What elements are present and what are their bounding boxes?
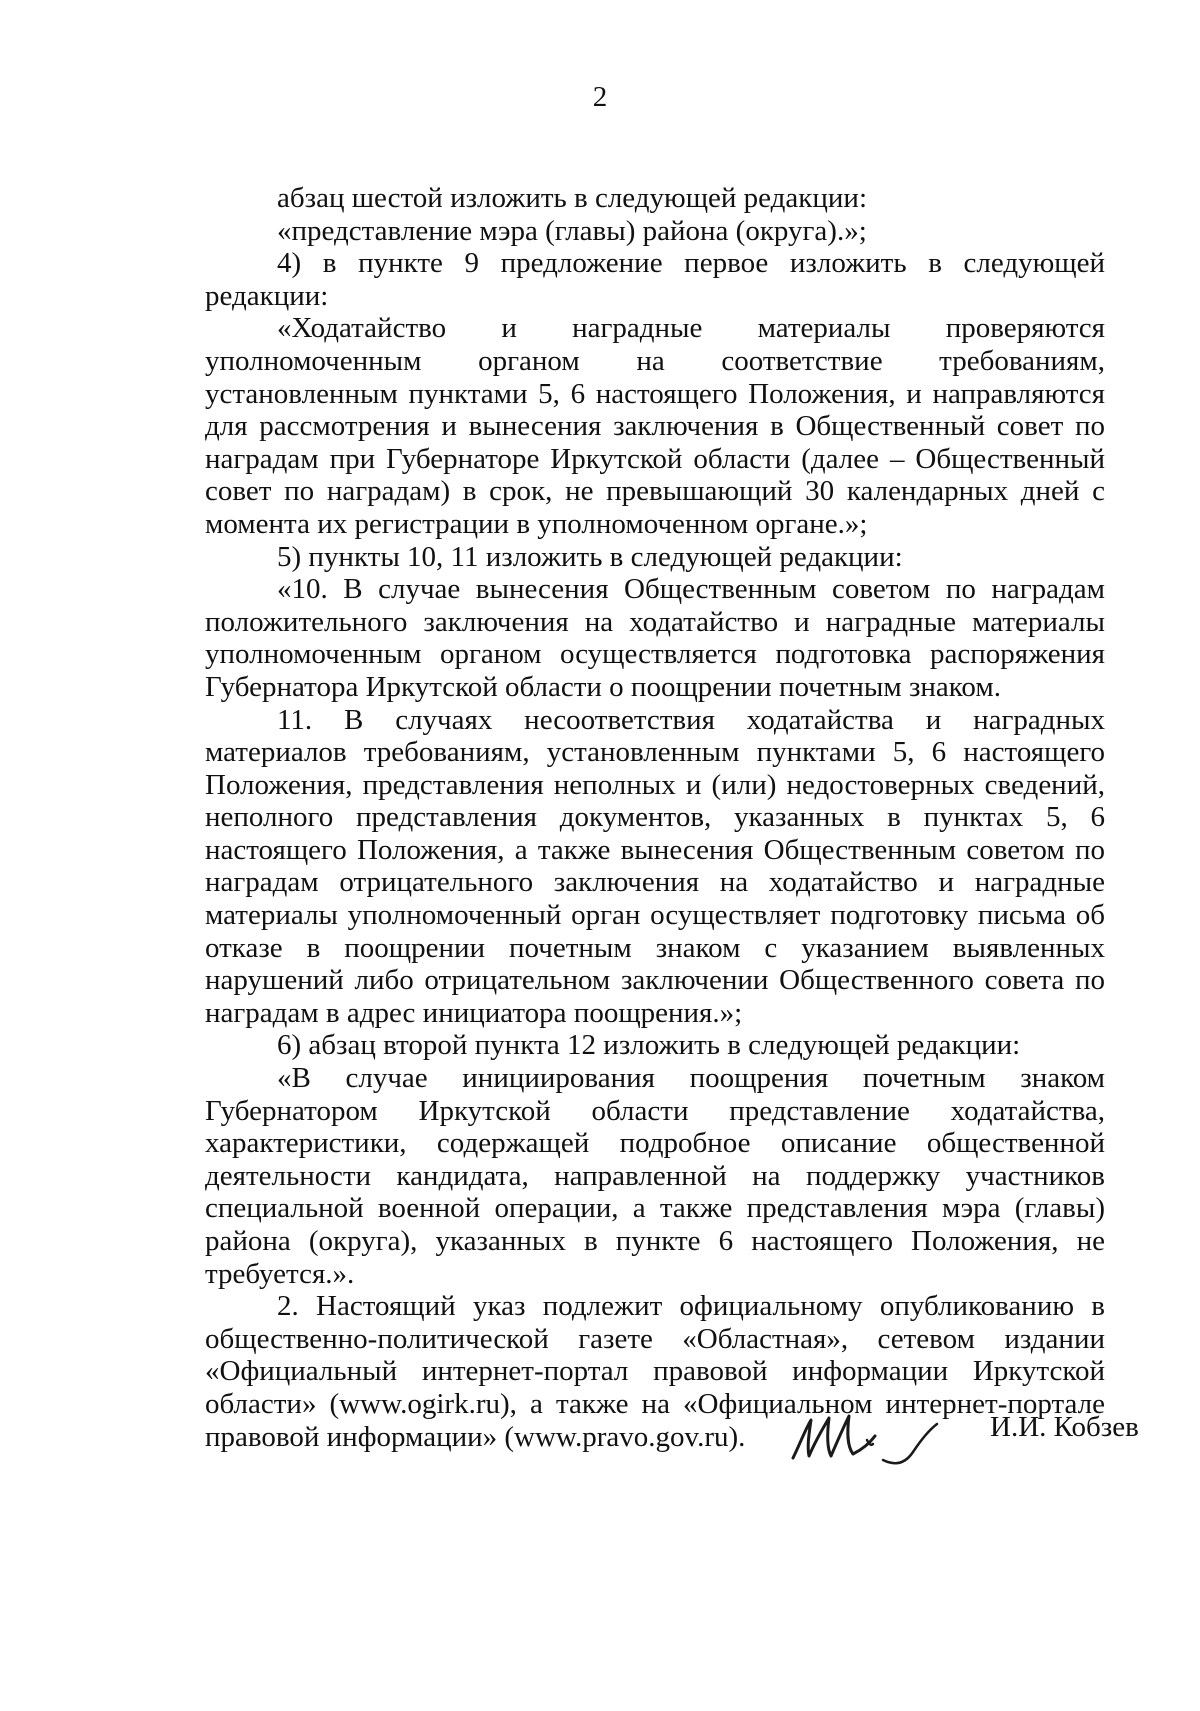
paragraph-2: «представление мэра (главы) района (округа).»; <box>277 214 867 247</box>
paragraph-1: абзац шестой изложить в следующей редакции: <box>277 182 867 214</box>
page-number: 2 <box>592 81 608 113</box>
paragraph-8: 6) абзац второй пункта 12 изложить в следующей редакции: <box>277 1029 1021 1062</box>
paragraph-3: 4) в пункте 9 предложение первое изложить в следующей редакции: <box>205 247 1105 312</box>
paragraph-7: 11. В случаях несоответствия ходатайства и наградных материалов требованиям, установленным пунктами 5, 6 настоящего Положения, представления неполных и (или) недостоверных сведений, неполного представления документов, указанных в пунктах 5, 6 настоящего Положения, а также вынесения Общественным советом по наградам отрицательного заключения на ходатайство и наградные материалы уполномоченный орган осуществляет подготовку письма об отказе в поощрении почетным знаком с указанием выявленных нарушений либо отрицательном заключении Общественного совета по наградам в адрес инициатора поощрения.»; <box>205 703 1105 1029</box>
paragraph-6: «10. В случае вынесения Общественным советом по наградам положительного заключения на ходатайство и наградные материалы уполномоченным органом осуществляется подготовка распоряжения Губернатора Иркутской области о поощрении почетным знаком. <box>205 573 1105 703</box>
paragraph-5: 5) пункты 10, 11 изложить в следующей редакции: <box>277 540 903 573</box>
signer-name: И.И. Кобзев <box>990 1411 1139 1443</box>
paragraph-4: «Ходатайство и наградные материалы проверяются уполномоченным органом на соответствие требованиям, установленным пунктами 5, 6 настоящего Положения, и направляются для рассмотрения и вынесения заключения в Общественный совет по наградам при Губернаторе Иркутской области (далее – Общественный совет по наградам) в срок, не превышающий 30 календарных дней с момента их регистрации в уполномоченном органе.»; <box>205 312 1105 540</box>
paragraph-9: «В случае инициирования поощрения почетным знаком Губернатором Иркутской области представление ходатайства, характеристики, содержащей подробное описание общественной деятельности кандидата, направленной на поддержку участников специальной военной операции, а также представления мэра (главы) района (округа), указанных в пункте 6 настоящего Положения, не требуется.». <box>205 1062 1105 1290</box>
document-body <box>205 182 1105 1453</box>
handwritten-signature <box>785 1400 945 1475</box>
paragraph-10: 2. Настоящий указ подлежит официальному опубликованию в общественно-политической газете «Областная», сетевом издании «Официальный интернет-портал правовой информации Иркутской области» (www.ogirk.ru), а также на «Официальном интернет-портале правовой информации» (www.pravo.gov.ru). <box>205 1290 1105 1453</box>
